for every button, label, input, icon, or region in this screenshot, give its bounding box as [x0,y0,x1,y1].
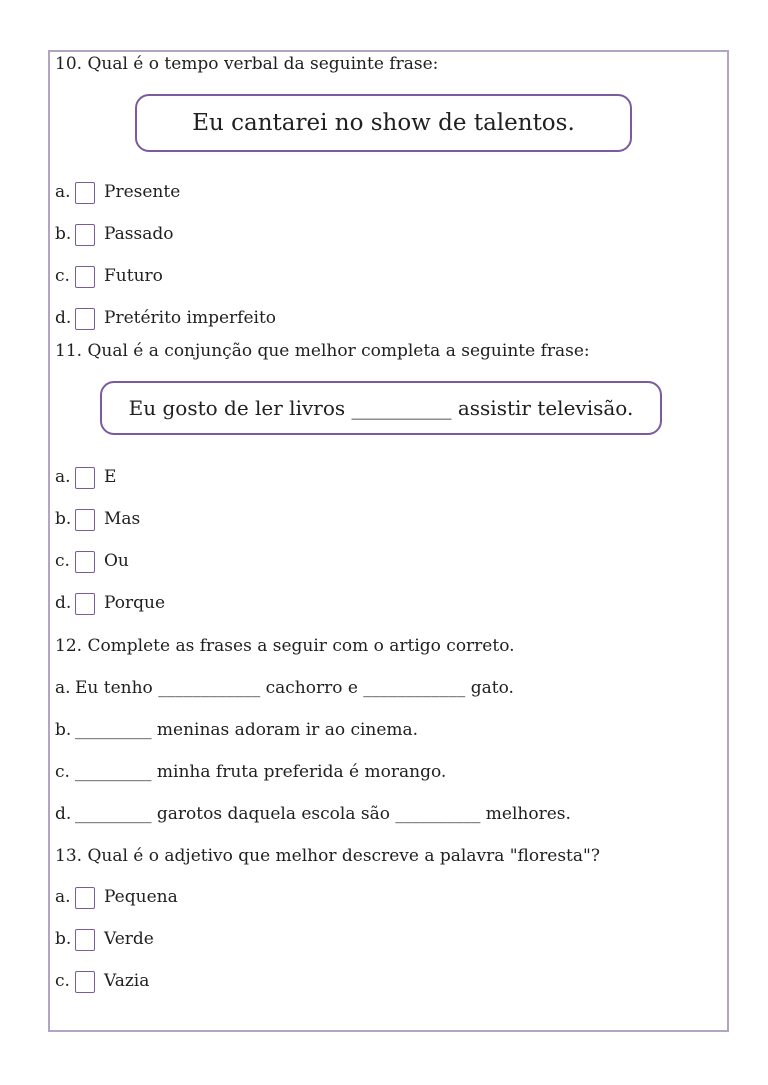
fill-line-q12-b [55,719,418,742]
phrase-text-q10: Eu cantarei no show de talentos. [192,110,575,136]
option-checkbox[interactable] [75,224,95,246]
option-label: E [104,467,117,487]
option-letter: b. [55,509,72,529]
fill-text: _________ garotos daquela escola são __________ melhores. [75,804,571,824]
fill-text: _________ meninas adoram ir ao cinema. [75,720,419,740]
option-letter: a. [55,182,71,202]
option-letter: a. [55,887,71,907]
fill-text: _________ minha fruta preferida é morango. [75,762,447,782]
option-checkbox[interactable] [75,887,95,909]
option-checkbox[interactable] [75,308,95,330]
option-checkbox[interactable] [75,266,95,288]
option-checkbox[interactable] [75,971,95,993]
option-checkbox[interactable] [75,509,95,531]
option-checkbox[interactable] [75,593,95,615]
option-label: Presente [104,182,181,202]
option-row-q10-d [55,307,276,330]
option-row-q13-b [55,928,154,951]
option-letter: c. [55,266,70,286]
fill-letter: c. [55,762,70,782]
option-label: Vazia [104,971,150,991]
option-row-q11-b [55,508,140,531]
option-label: Ou [104,551,129,571]
question-10-title: 10. Qual é o tempo verbal da seguinte frase: [55,54,439,74]
fill-letter: a. [55,678,71,698]
option-label: Passado [104,224,174,244]
option-row-q11-c [55,550,129,573]
option-checkbox[interactable] [75,929,95,951]
option-label: Futuro [104,266,163,286]
option-letter: c. [55,551,70,571]
phrase-text-q11: Eu gosto de ler livros __________ assistir televisão. [128,396,634,420]
fill-letter: d. [55,804,72,824]
option-row-q11-d [55,592,165,615]
option-checkbox[interactable] [75,551,95,573]
option-label: Porque [104,593,166,613]
fill-line-q12-a [55,677,514,700]
option-label: Pequena [104,887,178,907]
option-row-q10-c [55,265,163,288]
question-12-title: 12. Complete as frases a seguir com o artigo correto. [55,636,515,656]
option-row-q10-b [55,223,174,246]
fill-text: Eu tenho ____________ cachorro e ____________ gato. [75,678,514,698]
fill-letter: b. [55,720,72,740]
option-row-q11-a [55,466,116,489]
option-label: Verde [104,929,154,949]
fill-line-q12-d [55,803,571,826]
option-letter: a. [55,467,71,487]
question-11-title: 11. Qual é a conjunção que melhor completa a seguinte frase: [55,341,590,361]
option-label: Mas [104,509,141,529]
option-checkbox[interactable] [75,467,95,489]
fill-line-q12-c [55,761,446,784]
option-letter: b. [55,224,72,244]
option-row-q10-a [55,181,180,204]
option-letter: b. [55,929,72,949]
phrase-box-q11 [100,381,662,435]
option-letter: d. [55,593,72,613]
option-letter: d. [55,308,72,328]
option-row-q13-a [55,886,178,909]
phrase-box-q10 [135,94,632,152]
option-letter: c. [55,971,70,991]
option-label: Pretérito imperfeito [104,308,277,328]
option-checkbox[interactable] [75,182,95,204]
question-13-title: 13. Qual é o adjetivo que melhor descreve a palavra "floresta"? [55,846,600,866]
option-row-q13-c [55,970,149,993]
